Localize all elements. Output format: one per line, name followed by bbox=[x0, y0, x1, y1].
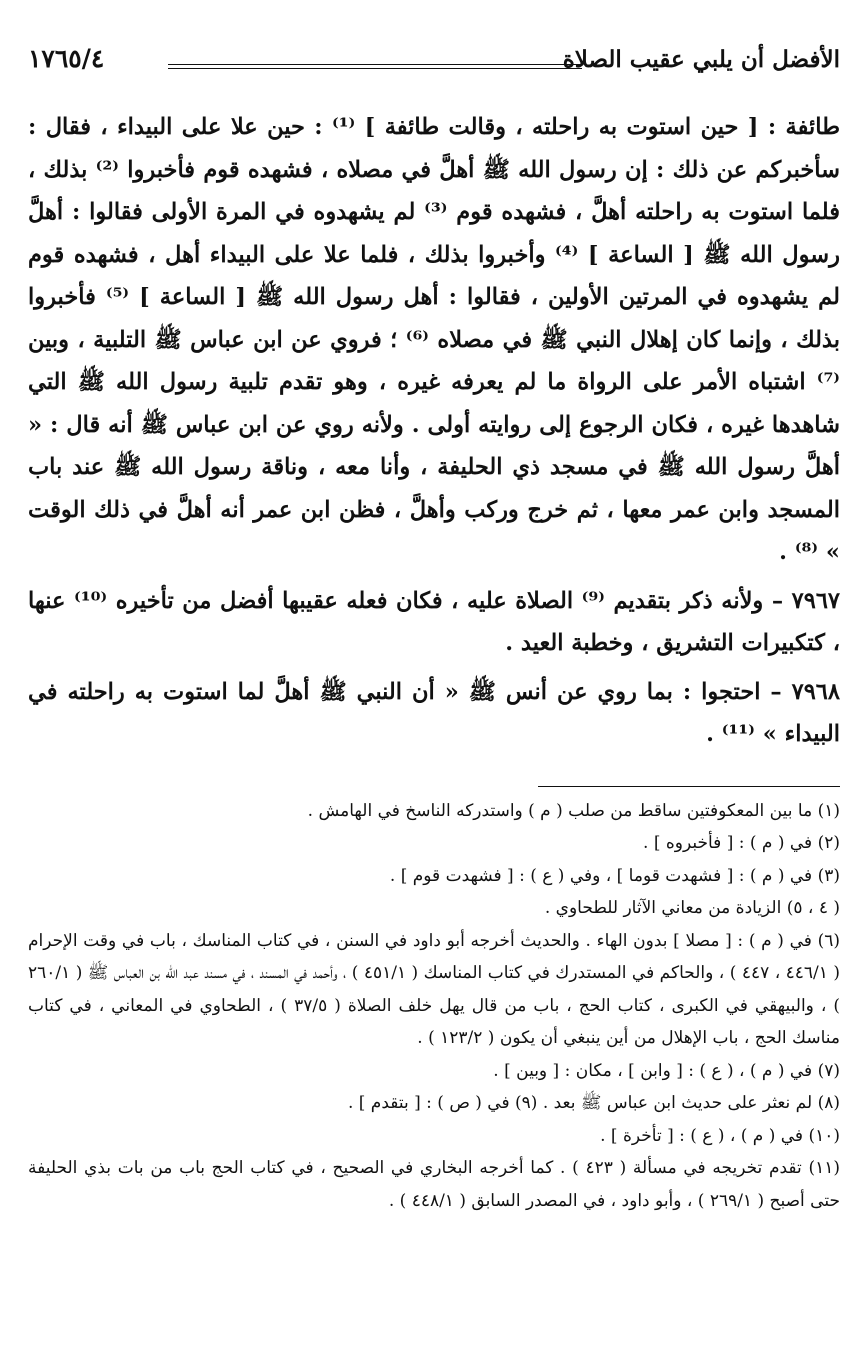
section-paragraph bbox=[28, 580, 840, 665]
footnote: (١١) تقدم تخريجه في مسألة ( ٤٢٣ ) . كما أخرجه البخاري في الصحيح ، في كتاب الحج باب من بات بذي الحليفة حتى أصبح ( ٢٦٩/١ ) ، وأبو داود ، في المصدر السابق ( ٤٤٨/١ ) . bbox=[28, 1158, 840, 1211]
section-number: ٧٩٦٨ bbox=[791, 678, 840, 705]
footnote: (٦) في ( م ) : [ مصلا ] بدون الهاء . والحديث أخرجه أبو داود في السنن ، في كتاب المناسك ، باب في وقت الإحرام ( ٤٤٦/١ ، ٤٤٧ ) ، والحاكم في المستدرك في كتاب المناسك ( ٤٥١/١ ) ، وأحمد في المسند ، في مسند عبد الله بن العباس ﷺ ( ٢٦٠/١ ) ، والبيهقي في الكبرى ، كتاب الحج ، باب من قال يهل خلف الصلاة ( ٣٧/٥ ) ، الطحاوي في المعاني ، في كتاب مناسك الحج ، باب الإهلال من أين ينبغي أن يكون ( ١٢٣/٢ ) . bbox=[28, 930, 841, 1048]
page-header bbox=[28, 40, 840, 84]
header-double-rule bbox=[168, 64, 582, 69]
book-page bbox=[28, 40, 840, 1217]
main-text bbox=[28, 106, 840, 756]
footnote: (٣) في ( م ) : [ فشهدت قوما ] ، وفي ( ع ) : [ فشهدت قوم ] . bbox=[389, 865, 840, 886]
footnote: (٢) في ( م ) : [ فأخبروه ] . bbox=[643, 833, 840, 853]
footnote-separator bbox=[538, 786, 840, 787]
footnote: (٧) في ( م ) ، ( ع ) : [ وابن ] ، مكان : [ وبين ] . bbox=[493, 1060, 840, 1081]
footnote: ( ٤ ، ٥) الزيادة من معاني الآثار للطحاوي . bbox=[544, 898, 840, 918]
section-text: – ولأنه ذكر بتقديم ⁽⁹⁾ الصلاة عليه ، فكان فعله عقيبها أفضل من تأخيره ⁽¹⁰⁾ عنها ، كتكبيرات التشريق ، وخطبة العيد . bbox=[28, 587, 840, 656]
page-number: ١٧٦٥/٤ bbox=[28, 44, 105, 73]
footnote: (٨) لم نعثر على حديث ابن عباس ﷺ بعد . (٩) في ( ص ) : [ بتقدم ] . bbox=[347, 1093, 840, 1113]
section-paragraph bbox=[28, 671, 840, 756]
section-number: ٧٩٦٧ bbox=[791, 587, 841, 614]
footnote: (١) ما بين المعكوفتين ساقط من صلب ( م ) واستدركه الناسخ في الهامش . bbox=[307, 800, 840, 821]
running-title: الأفضل أن يلبي عقيب الصلاة bbox=[562, 46, 840, 73]
section-text: – احتجوا : بما روي عن أنس ﷺ « أن النبي ﷺ أهلَّ لما استوت به راحلته في البيداء » ⁽¹¹⁾ . bbox=[28, 678, 840, 747]
continuation-paragraph: طائفة : [ حين استوت به راحلته ، وقالت طائفة ] ⁽¹⁾ : حين علا على البيداء ، فقال : سأخبركم عن ذلك : إن رسول الله ﷺ أهلَّ في مصلاه ، فشهده قوم فأخبروا ⁽²⁾ بذلك ، فلما استوت به راحلته أهلَّ ، فشهده قوم ⁽³⁾ لم يشهدوه في المرة الأولى فقالوا : أهلَّ رسول الله ﷺ [ الساعة ] ⁽⁴⁾ وأخبروا بذلك ، فلما علا على البيداء أهل ، فشهده قوم لم يشهدوه في المرتين الأولين ، فقالوا : أهل رسول الله ﷺ [ الساعة ] ⁽⁵⁾ فأخبروا بذلك ، وإنما كان إهلال النبي ﷺ في مصلاه ⁽⁶⁾ ؛ فروي عن ابن عباس ﷺ التلبية ، وبين ⁽⁷⁾ اشتباه الأمر على الرواة ما لم يعرفه غيره ، وهو تقدم تلبية رسول الله ﷺ التي شاهدها غيره ، فكان الرجوع إلى روايته أولى . ولأنه روي عن ابن عباس ﷺ أنه قال : « أهلَّ رسول الله ﷺ في مسجد ذي الحليفة ، وأنا معه ، وناقة رسول الله ﷺ عند باب المسجد وابن عمر معها ، ثم خرج وركب وأهلَّ ، فظن ابن عمر أنه أهلَّ في ذلك الوقت » ⁽⁸⁾ . bbox=[28, 114, 841, 565]
footnote: (١٠) في ( م ) ، ( ع ) : [ تأخرة ] . bbox=[600, 1125, 840, 1146]
footnotes bbox=[28, 795, 840, 1218]
